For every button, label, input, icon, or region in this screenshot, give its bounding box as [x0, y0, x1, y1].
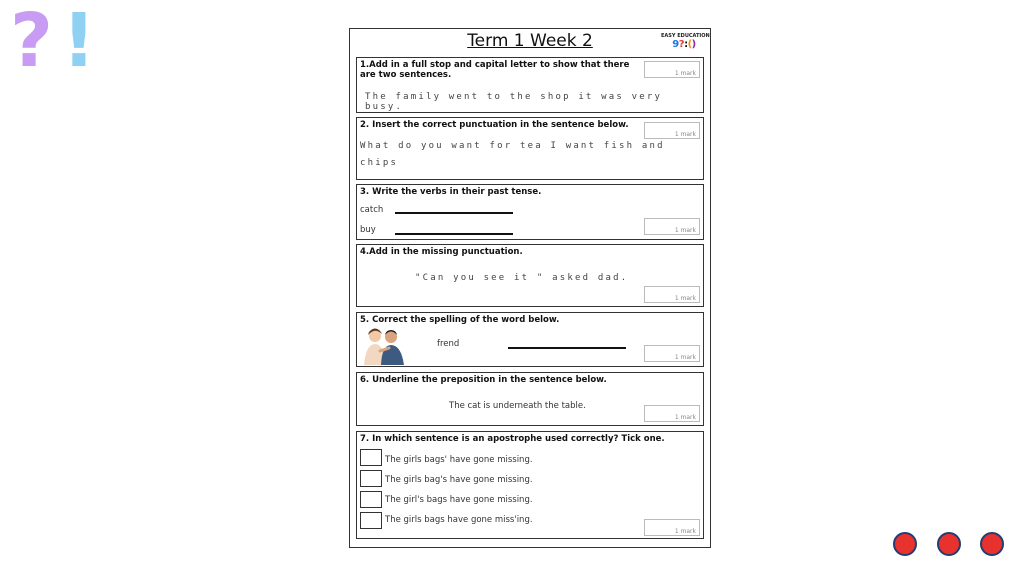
question-prompt: 6. Underline the preposition in the sentence below. [360, 375, 607, 385]
question-prompt: 4.Add in the missing punctuation. [360, 247, 523, 257]
mark-box[interactable]: 1 mark [644, 519, 700, 536]
question-prompt: 2. Insert the correct punctuation in the sentence below. [360, 120, 629, 130]
mark-box[interactable]: 1 mark [644, 286, 700, 303]
question-prompt: 5. Correct the spelling of the word below. [360, 315, 560, 325]
logo-glyph: ? [678, 39, 685, 50]
question-5 [356, 312, 704, 367]
answer-option: The girls bags have gone miss'ing. [385, 515, 533, 525]
question-6 [356, 372, 704, 426]
answer-option: The girls bag's have gone missing. [385, 475, 533, 485]
mark-box[interactable]: 1 mark [644, 345, 700, 362]
mark-box[interactable]: 1 mark [644, 405, 700, 422]
worksheet [349, 28, 711, 548]
logo-glyph: : [684, 39, 688, 50]
mark-box[interactable]: 1 mark [644, 61, 700, 78]
logo-glyph: ( [687, 39, 692, 50]
answer-line[interactable] [395, 212, 513, 214]
question-prompt: 7. In which sentence is an apostrophe used correctly? Tick one. [360, 434, 665, 444]
verb-word: catch [360, 205, 384, 215]
verb-word: buy [360, 225, 376, 235]
logo-text: EASY EDUCATION [661, 33, 710, 39]
mark-box[interactable]: 1 mark [644, 218, 700, 235]
answer-line[interactable] [395, 233, 513, 235]
answer-option: The girl's bags have gone missing. [385, 495, 533, 505]
logo-glyph: ) [691, 39, 696, 50]
nav-dot-3[interactable] [980, 532, 1004, 556]
answer-line[interactable] [508, 347, 626, 349]
logo-glyph: 9 [672, 39, 679, 50]
worksheet-title: Term 1 Week 2 [467, 31, 593, 51]
question-7 [356, 431, 704, 539]
question-3 [356, 184, 704, 240]
question-sentence: The cat is underneath the table. [449, 401, 586, 411]
question-sentence: The family went to the shop it was very busy. [365, 92, 663, 112]
tick-box[interactable] [360, 491, 382, 508]
question-4 [356, 244, 704, 307]
logo-glyphs [661, 39, 707, 50]
mark-box[interactable]: 1 mark [644, 122, 700, 139]
question-sentence-continued: chips [360, 158, 399, 168]
question-prompt: 3. Write the verbs in their past tense. [360, 187, 542, 197]
question-sentence: "Can you see it " asked dad. [415, 273, 629, 283]
nav-dot-2[interactable] [937, 532, 961, 556]
easy-education-logo [661, 33, 710, 50]
friends-illustration [360, 327, 408, 365]
question-2 [356, 117, 704, 180]
answer-option: The girls bags' have gone missing. [385, 455, 533, 465]
question-sentence: What do you want for tea I want fish and [360, 141, 665, 151]
question-1 [356, 57, 704, 113]
question-prompt: 1.Add in a full stop and capital letter to show that there are two sentences. [360, 60, 630, 80]
misspelled-word: frend [437, 339, 460, 349]
tick-box[interactable] [360, 449, 382, 466]
tick-box[interactable] [360, 512, 382, 529]
exclamation-decoration: ! [62, 0, 96, 84]
tick-box[interactable] [360, 470, 382, 487]
question-mark-decoration: ? [10, 0, 53, 84]
nav-dot-1[interactable] [893, 532, 917, 556]
